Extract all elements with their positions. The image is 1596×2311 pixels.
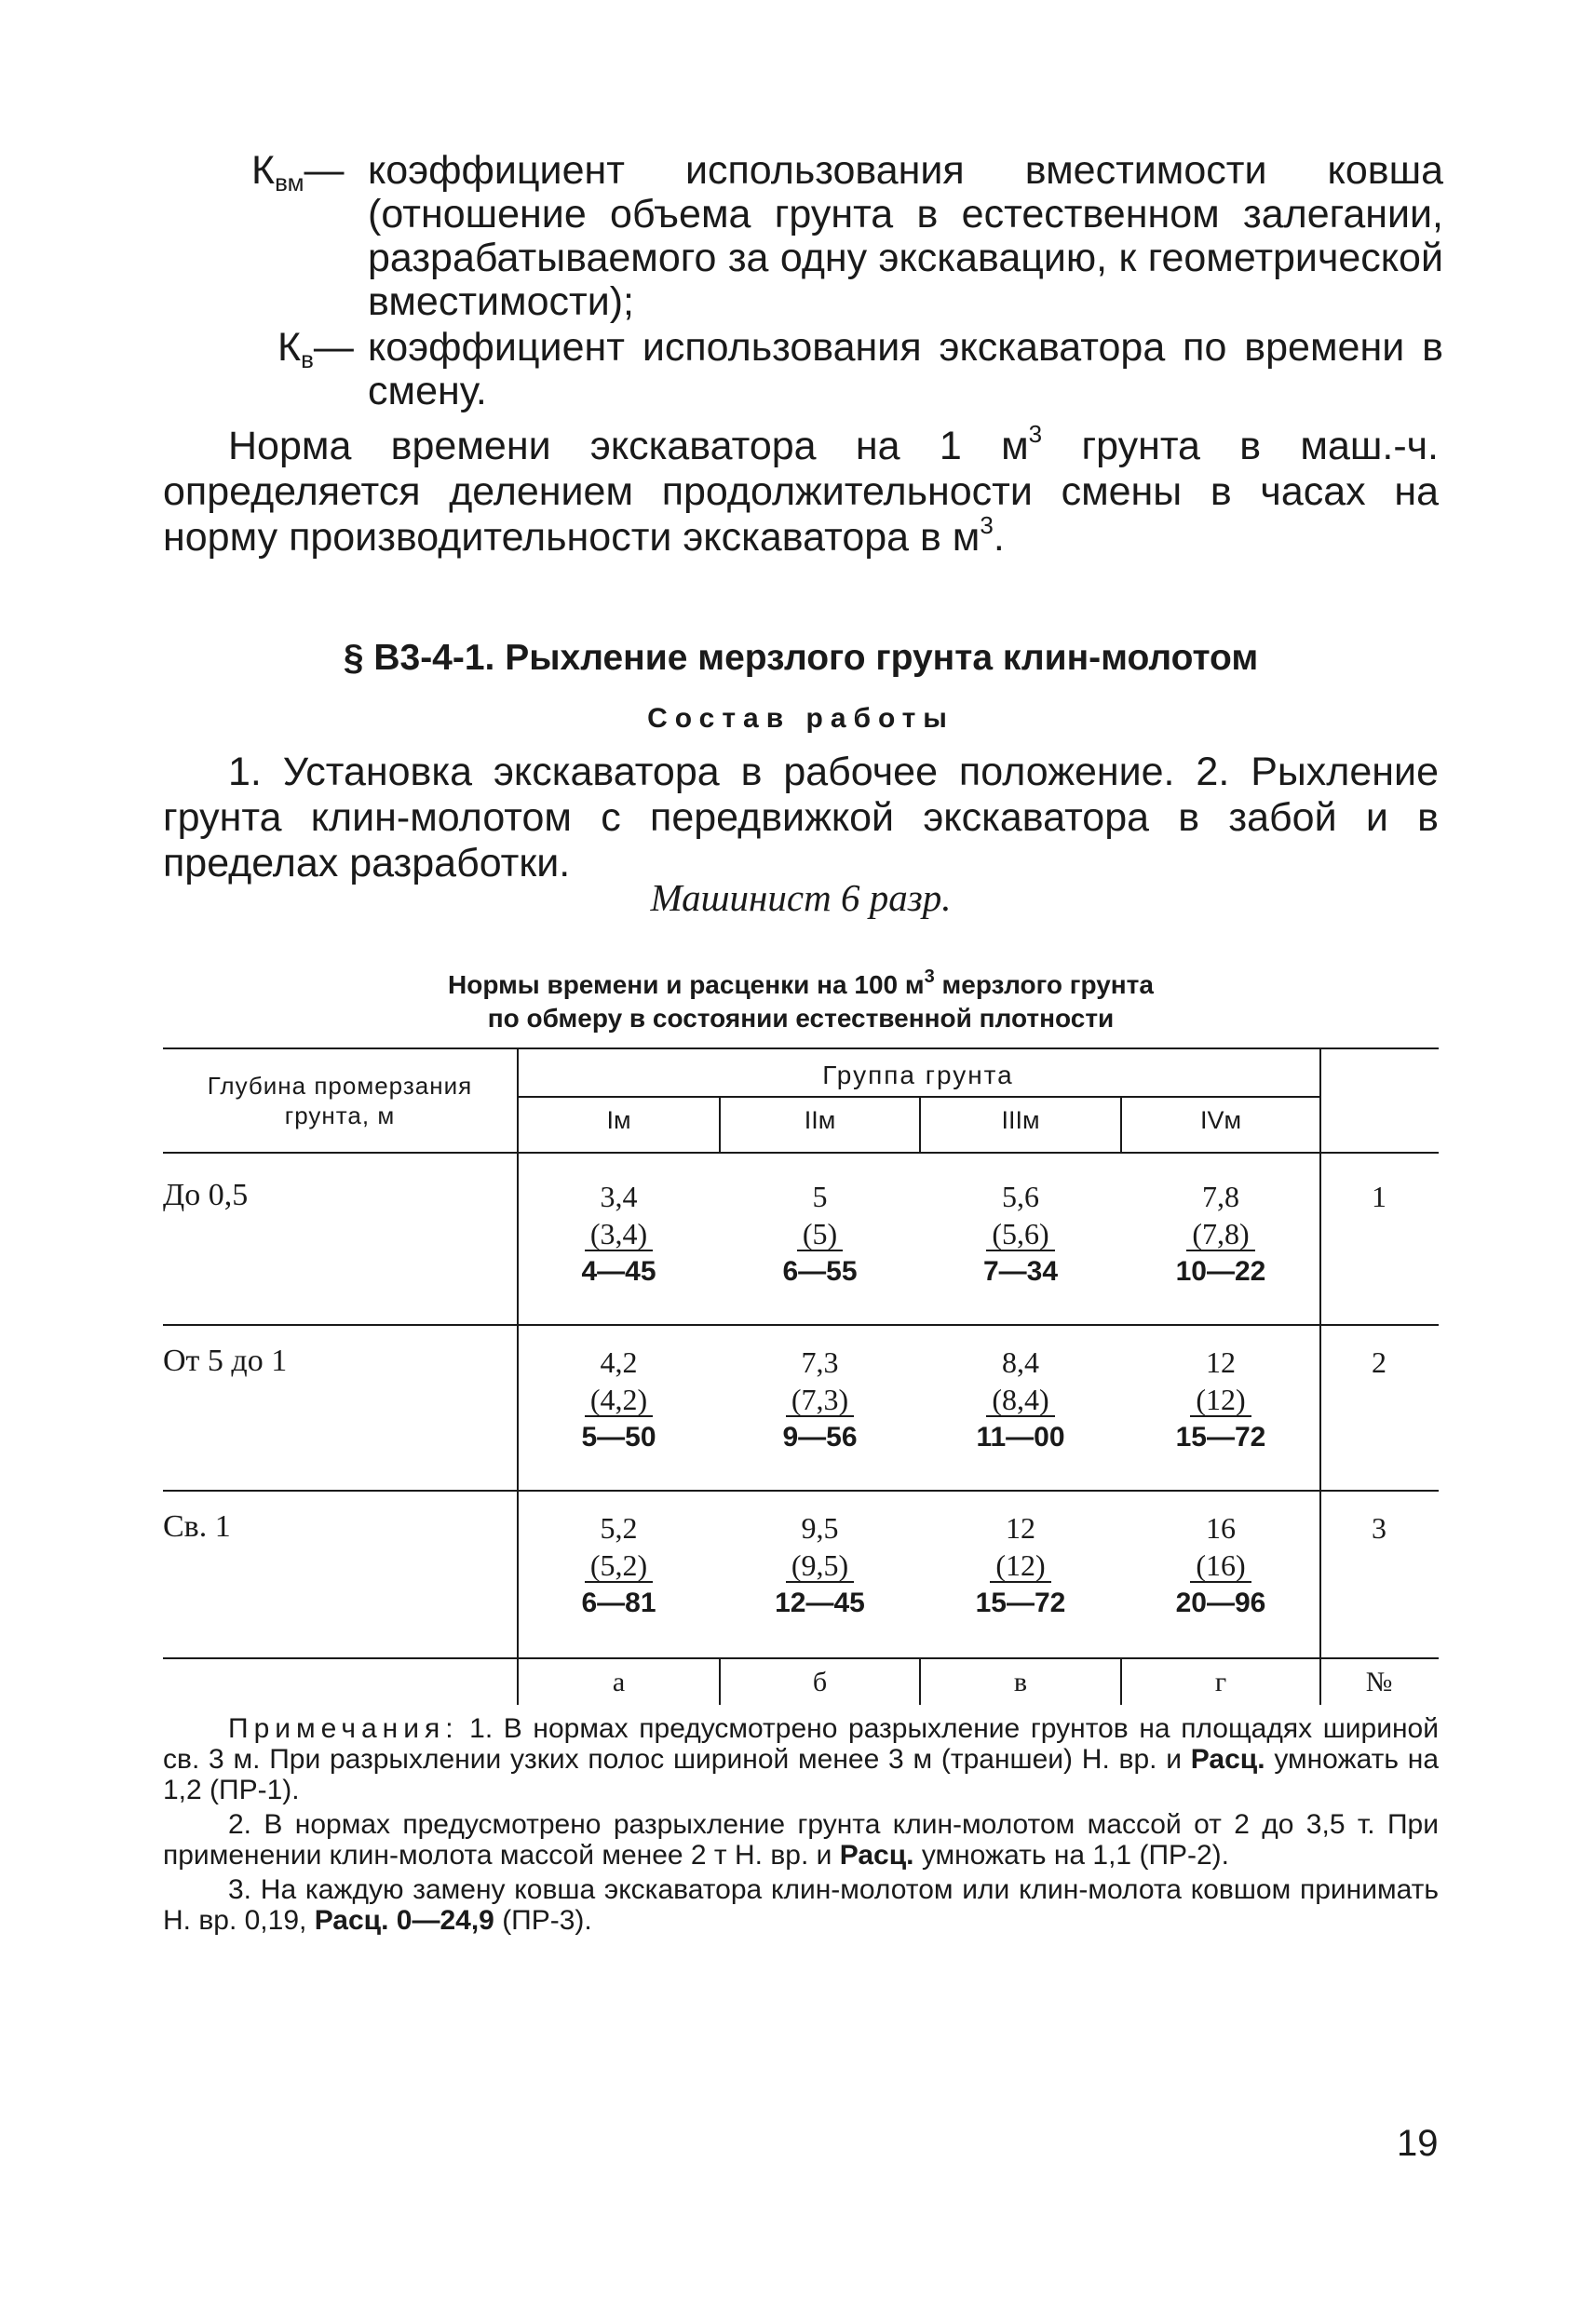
definition-kvm [251,149,1443,324]
note-1: Примечания: 1. В нормах предусмотрено разрыхление грунтов на площадях шириной св. 3 м. При разрыхлении узких полос шириной менее 3 м (траншеи) Н. вр. и Расц. умножать на 1,2 (ПР-1). [163,1713,1440,1805]
row-label-1: До 0,5 [163,1178,249,1212]
group-header-2: IIм [804,1106,836,1134]
row-number-3: 3 [1372,1511,1386,1545]
table-cell: 7,8 (7,8) 10—22 [1175,1180,1266,1287]
definition-kv [251,326,1443,413]
group-header-1: Iм [606,1106,631,1134]
table-cell: 7,3 (7,3) 9—56 [782,1345,858,1453]
definition-kv-text: коэффициент использования экскаватора по времени в смену. [368,325,1443,413]
row-number-2: 2 [1372,1345,1386,1379]
depth-header: Глубина промерзания грунта, м [207,1072,473,1129]
column-letter-a: а [612,1667,626,1697]
norms-table [163,1047,1439,1705]
table-cell: 9,5 (9,5) 12—45 [775,1511,865,1618]
group-header: Группа грунта [822,1061,1014,1089]
table-cell: 4,2 (4,2) 5—50 [581,1345,656,1453]
table-cell: 5 (5) 6—55 [782,1180,858,1287]
definitions-block [251,149,1443,415]
column-letter-b: б [812,1667,828,1697]
group-header-3: IIIм [1001,1106,1040,1134]
note-2: 2. В нормах предусмотрено разрыхление грунта клин-молотом массой от 2 до 3,5 т. При применении клин-молота массой менее 2 т Н. вр. и Расц. умножать на 1,1 (ПР-2). [163,1809,1439,1871]
composition-text: 1. Установка экскаватора в рабочее положение. 2. Рыхление грунта клин-молотом с передвижкой экскаватора в забой и в пределах разработки. [163,750,1439,885]
definition-kvm-text: коэффициент использования вместимости ковша (отношение объема грунта в естественном залегании, разрабатываемого за одну экскавацию, к геометрической вместимости); [368,148,1443,324]
table-cell: 12 (12) 15—72 [1175,1345,1266,1453]
number-column-header: № [1365,1667,1393,1697]
row-label-3: Св. 1 [163,1509,231,1544]
column-letter-v: в [1013,1667,1028,1697]
table-cell: 3,4 (3,4) 4—45 [581,1180,656,1287]
table-cell: 5,2 (5,2) 6—81 [581,1511,656,1618]
composition-title: Состав работы [647,703,954,734]
table-cell: 12 (12) 15—72 [975,1511,1066,1618]
section-title: § В3-4-1. Рыхление мерзлого грунта клин-молотом [343,638,1259,678]
group-header-4: IVм [1199,1106,1242,1134]
table-cell: 8,4 (8,4) 11—00 [976,1345,1065,1453]
symbol-kvm: $К_{вм}—$ [251,148,345,196]
worker-grade: Машинист 6 разр. [650,876,952,919]
table-cell: 5,6 (5,6) 7—34 [982,1180,1059,1287]
column-letter-g: г [1214,1667,1227,1697]
table-caption: Нормы времени и расценки на 100 $м^3$ мерзлого грунта по обмеру в состоянии естественной плотности [448,966,1154,1033]
notes-block [163,1713,1439,1939]
row-label-2: От 5 до 1 [163,1344,288,1378]
row-number-1: 1 [1372,1180,1386,1213]
time-norm-paragraph: Норма времени экскаватора на 1 $м^3$ грунта в маш.-ч. определяется делением продолжительности смены в часах на норму производительности экскаватора в $м^3$. [163,420,1439,560]
symbol-kv: $К_в—$ [277,325,354,373]
note-3: 3. На каждую замену ковша экскаватора клин-молотом или клин-молота ковшом принимать Н. вр. 0,19, Расц. 0—24,9 (ПР-3). [163,1874,1439,1936]
table-cell: 16 (16) 20—96 [1175,1511,1266,1618]
page-number: 19 [1397,2123,1439,2164]
